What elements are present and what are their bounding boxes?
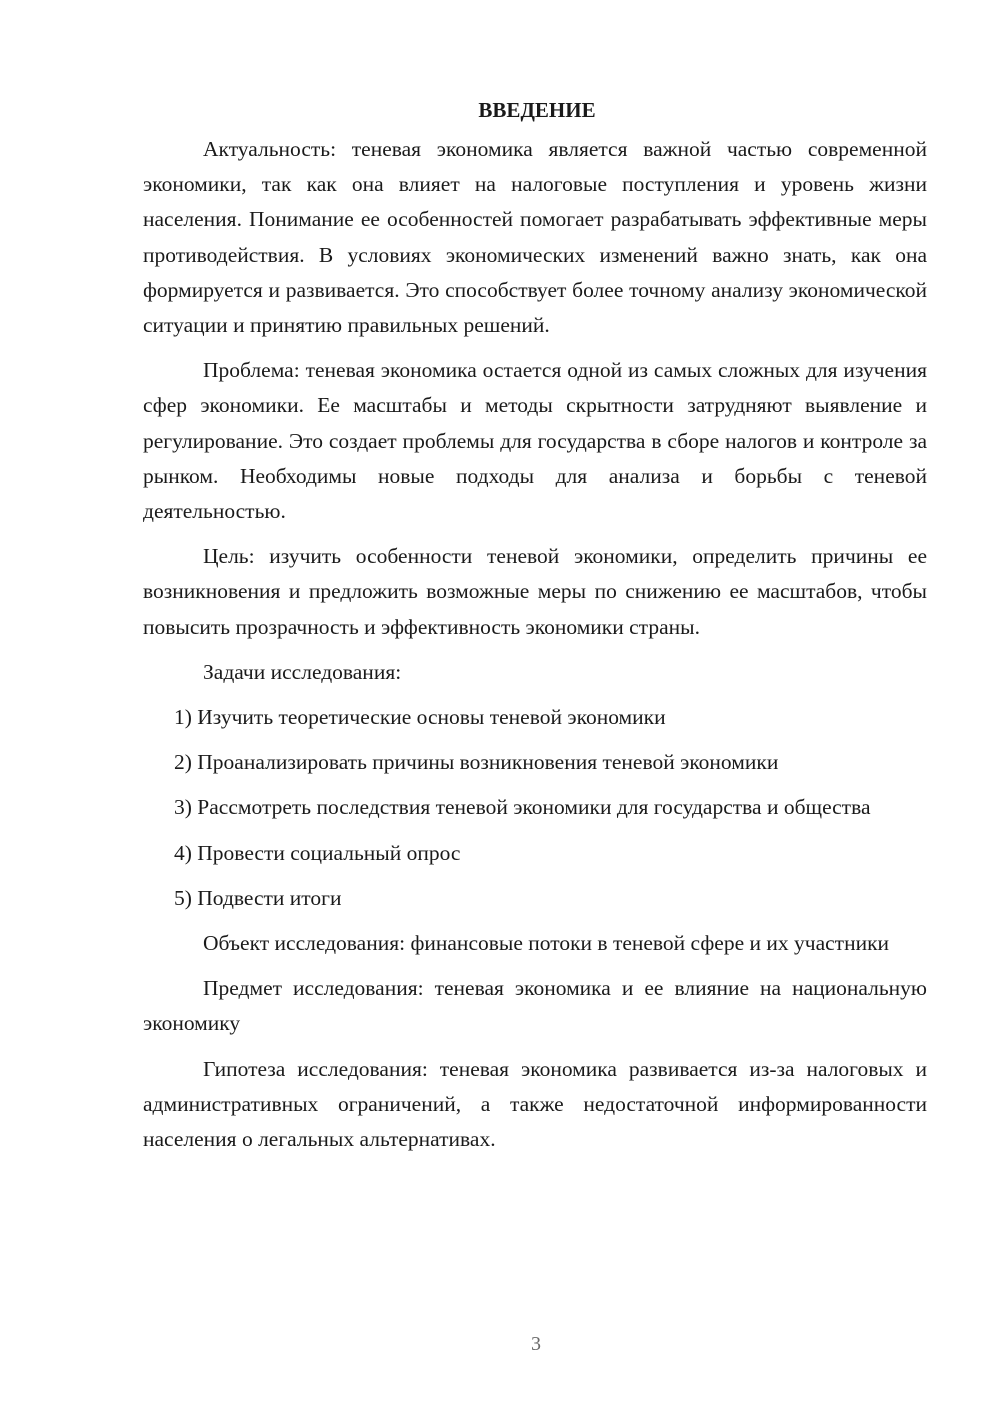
document-body xyxy=(143,92,927,1167)
task-item: 4) Провести социальный опрос xyxy=(174,840,461,865)
relevance-paragraph: Актуальность: теневая экономика является важной частью современной экономики, так как она влияет на налоговые поступления и уровень жизни населения. Понимание ее особенностей помогает разрабатывать эффективные меры противодействия. В условиях экономических изменений важно знать, как она формируется и развивается. Это способствует более точному анализу экономической ситуации и принятию правильных решений. xyxy=(143,137,927,338)
page-number: 3 xyxy=(531,1333,541,1355)
task-item: 3) Рассмотреть последствия теневой экономики для государства и общества xyxy=(174,795,871,820)
section-heading: ВВЕДЕНИЕ xyxy=(478,98,596,122)
subject-paragraph: Предмет исследования: теневая экономика и ее влияние на национальную экономику xyxy=(143,976,927,1036)
object-paragraph: Объект исследования: финансовые потоки в теневой сфере и их участники xyxy=(203,931,890,956)
goal-paragraph: Цель: изучить особенности теневой экономики, определить причины ее возникновения и предложить возможные меры по снижению ее масштабов, чтобы повысить прозрачность и эффективность экономики страны. xyxy=(143,544,927,639)
task-item: 5) Подвести итоги xyxy=(174,885,342,910)
tasks-title: Задачи исследования: xyxy=(203,659,402,684)
hypothesis-paragraph: Гипотеза исследования: теневая экономика развивается из-за налоговых и административных ограничений, а также недостаточной информированности населения о легальных альтернативах. xyxy=(143,1056,927,1152)
problem-paragraph: Проблема: теневая экономика остается одной из самых сложных для изучения сфер экономики. Ее масштабы и методы скрытности затрудняют выявление и регулирование. Это создает проблемы для государства в сборе налогов и контроле за рынком. Необходимы новые подходы для анализа и борьбы с теневой деятельностью. xyxy=(143,358,927,524)
task-item: 2) Проанализировать причины возникновения теневой экономики xyxy=(174,750,779,775)
task-item: 1) Изучить теоретические основы теневой экономики xyxy=(174,705,666,730)
